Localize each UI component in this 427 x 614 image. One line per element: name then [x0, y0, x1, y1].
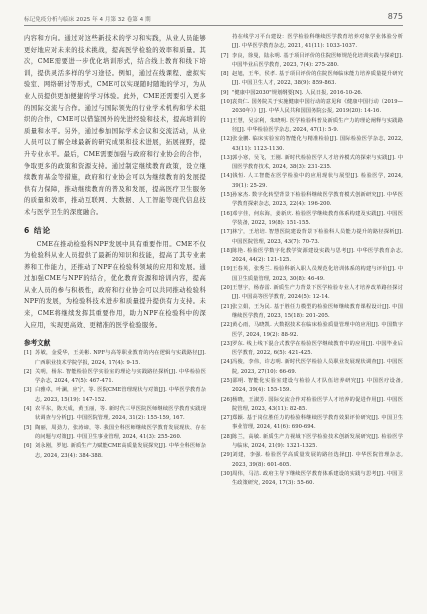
reference-text: 王慧宇，杨春雷. 新质生产力背景下医学检验专业人才培养改革路径探讨[J]. 中国高等医学教育, 2024(5): 12-14.	[232, 285, 403, 301]
reference-text: 邓宇佳，何东海，姜新庆. 检验医学继续教育体系构建及实践[J]. 中国医学装备, 2022, 19(8): 151-155.	[232, 210, 403, 226]
reference-number: [25]	[221, 377, 233, 384]
reference-item	[221, 433, 403, 452]
reference-text: 陈兰，高敏. 新质生产力视域下医学检验技术创新发展研究[J]. 检验医学与临床, 2024, 21(9): 1321-1325.	[232, 433, 403, 450]
reference-item	[24, 386, 206, 405]
reference-item	[221, 247, 403, 266]
reference-item	[221, 33, 403, 52]
reference-item	[221, 358, 403, 377]
reference-text: 罗东. 线上线下混合式教学在检验医学继续教育中的应用[J]. 中国毕业后医学教育, 2022, 6(5): 421-425.	[232, 340, 403, 357]
reference-text: 王慧，吴宗利，朱晓明. 医学检验科普及新质生产力的理论阐释与实践路径[J]. 中华检验医学杂志, 2024, 47(1): 5-9.	[232, 117, 403, 133]
reference-text: 郑颖. 基于岗位胜任力的检验科继续医学教育效果评价研究[J]. 中国卫生事业管理, 2024, 41(6): 690-694.	[232, 415, 403, 431]
reference-text: 孙家杰. 数字化转型背景下检验科继续医学教育模式创新研究[J]. 中华医学教育探索杂志, 2023, 22(4): 196-200.	[232, 192, 403, 208]
reference-number: [7]	[221, 52, 229, 59]
reference-text: 刘永刚，罗旭. 新质生产力赋能CME高质量发展探究[J]. 中华全科医师杂志, 2024, 23(4): 384-388.	[35, 443, 206, 459]
reference-item	[221, 340, 403, 359]
reference-text: 钱恒. 人工智能在医学检验中的应用现状与展望[J]. 检验医学, 2024, 39(1): 25-29.	[232, 173, 403, 189]
reference-item	[24, 405, 206, 424]
reference-text: 杨晓，王淑芳. 国际交流合作对检验医学人才培养的促进作用[J]. 中国医院管理, 2023, 43(11): 82-85.	[232, 396, 403, 412]
body-paragraph: 内容和方向。通过对这些新技术的学习和实践，从业人员能够更好地应对未来的技术挑战，提高医学检验的效率和质量。其次，CME需要进一步优化培训形式，结合线上教育和线下培训，提供灵活多样的学习途径。例如，通过在线课程、虚拟实验室、网络研讨等形式，CME可以实现随时随地的学习，为从业人员提供更加便捷的学习体验。此外，CME还需要引入更多的国际交流与合作。通过与国际领先的行业学术机构和学术组织的合作，CME可以借鉴国外的先进经验和技术，提高培训的质量和水平。另外，通过参加国际学术会议和交流活动，从业人员可以了解全球最新的研究成果和技术进展，拓展视野，提升专业水平。最后，CME需要加强与政府和行业协会的合作，争取更多的政策和资源支持。通过制定继续教育政策，设立继续教育基金等措施，政府和行业协会可以为继续教育的发展提供有力保障，推动继续教育的普及和发展，提高医疗卫生服务的质量和效率，推动互联网、大数据、人工智能等现代信息技术与医学卫生的深度融合。	[24, 35, 206, 216]
reference-item	[221, 98, 403, 117]
reference-item	[221, 89, 403, 98]
reference-item	[221, 321, 403, 340]
reference-text: 张立娟，王为民. 基于胜任力模型的检验医师继续教育课程设计[J]. 中国继续医学教育, 2023, 15(18): 201-205.	[232, 303, 403, 319]
running-header	[24, 14, 403, 26]
reference-number: [12]	[221, 136, 233, 143]
reference-item	[221, 228, 403, 247]
reference-number: [10]	[221, 99, 233, 106]
reference-number: [17]	[221, 229, 233, 236]
reference-number: [3]	[24, 387, 32, 394]
reference-number: [28]	[221, 433, 233, 440]
reference-text: 农平东，陈天成，黄玉丽，等. 新时代三甲医院医师继续医学教育实践现状调查与分析[J]. 中国医院管理, 2024, 31(2): 155-159, 167.	[35, 406, 206, 422]
reference-number: [11]	[221, 117, 233, 124]
reference-item	[221, 396, 403, 415]
reference-text: "健康中国2030"规划纲要[N]. 人民日报, 2016-10-26.	[232, 89, 363, 96]
reference-number: [15]	[221, 192, 233, 199]
reference-text: 持在线学习平台建设：医学检验科继续医学教育培养对象学业体验分析[J]. 中华医学教育杂志, 2021, 41(11): 1033-1037.	[232, 34, 403, 50]
conclusion-heading: 6 结论	[24, 225, 52, 235]
reference-number: [23]	[221, 340, 233, 347]
reference-text: 陈艳. 检验医学数字化教学资源建设实践与思考[J]. 中华医学教育杂志, 2024, 44(2): 121-125.	[232, 247, 403, 264]
reference-item	[221, 154, 403, 173]
reference-item	[221, 135, 403, 154]
reference-number: [14]	[221, 173, 233, 180]
reference-text: 黄心雨，马晓凯. 大数据技术在临床检验质量管理中的应用[J]. 中国数字医学, 2024, 19(2): 88-92.	[232, 322, 403, 338]
reference-text: 赵旭，王华，侯孝. 基于项目评价的住院医师临床能力培养质量提升研究[J]. 中国卫生人才, 2022, 38(9): 859-863.	[232, 71, 403, 87]
reference-item	[221, 191, 403, 210]
reference-number: [16]	[221, 210, 233, 217]
reference-text: 李良，徐曼，陆永明. 基于项目评价的住院医师规范化培训实践与探索[J]. 中国毕业后医学教育, 2023, 7(4): 275-280.	[232, 52, 403, 68]
page-number: 875	[387, 12, 403, 21]
references-heading: 参考文献	[24, 339, 51, 348]
reference-text: 陶丽，周劲力，张涛谛，等. 我国全科医师继续医学教育发展现状、存在的问题与对策[J]. 中国卫生事业管理, 2024, 41(3): 255-260.	[35, 424, 206, 440]
reference-number: [26]	[221, 396, 233, 403]
reference-text: 周伟，马洁. 政府主导下继续医学教育体系建设的实践与思考[J]. 中国卫生政策研究, 2024, 17(3): 55-60.	[232, 470, 403, 487]
right-column	[221, 33, 403, 489]
reference-item	[24, 424, 206, 443]
reference-text: 袁贵仁. 国务院关于实施健康中国行动的意见和《健康中国行动（2019—2030年）》[J]. 中华人民共和国国务院公报, 2019(20): 14-16.	[232, 99, 403, 115]
reference-item	[221, 451, 403, 470]
reference-number: [18]	[221, 247, 233, 254]
reference-number: [2]	[24, 368, 32, 375]
reference-number: [8]	[221, 71, 229, 78]
conclusion-paragraph: CME在推动检验科NPF发展中具有重要作用。CME不仅为检验科从业人员提供了最新的知识和技能，提高了其专业素养和工作能力，还推动了NPF在检验科领域的应用和发展。通过加强CME与NPF的结合，优化教育资源和培训内容，提高从业人员的参与积极性，政府和行业协会可以共同推动检验科NPF的发展，为检验科技术进步和质量提升提供有力支持。未来，CME将继续发挥其重要作用，助力NPF在检验科中的深入应用，实现更高效、更精准的医学检验服务。	[24, 240, 206, 329]
reference-item	[221, 70, 403, 89]
reference-item	[221, 117, 403, 136]
reference-list	[24, 349, 206, 461]
reference-number: [1]	[24, 350, 32, 357]
reference-item	[24, 349, 206, 368]
reference-number: [13]	[221, 154, 233, 161]
reference-item	[221, 52, 403, 71]
reference-number: [4]	[24, 406, 32, 413]
reference-item	[221, 303, 403, 322]
reference-number: [6]	[24, 443, 32, 450]
reference-number: [5]	[24, 424, 32, 431]
reference-text: 林宁，王培培. 智慧医院建设背景下检验科人员能力提升的路径探析[J]. 中国医院管理, 2023, 43(7): 70-73.	[232, 229, 403, 245]
left-column	[24, 33, 206, 461]
reference-text: 刘建，李强. 检验医学高质量发展的路径选择[J]. 中华医院管理杂志, 2023, 39(8): 601-605.	[232, 452, 403, 468]
reference-number: [9]	[221, 89, 229, 96]
reference-number: [21]	[221, 303, 233, 310]
reference-number: [20]	[221, 285, 233, 292]
reference-item	[221, 377, 403, 396]
reference-number: [24]	[221, 359, 233, 366]
reference-text: 邵明. 智能化实验室建设与检验人才队伍培养研究[J]. 中国医疗设备, 2024, 39(4): 155-159.	[232, 377, 403, 394]
reference-text: 苏敏，金爱华，王美彬. NPF与高等职业教育的内在逻辑与实践路径[J]. 广西职业技术学院学报, 2024, 17(4): 9-15.	[35, 350, 206, 366]
reference-number: [29]	[221, 452, 233, 459]
reference-item	[221, 210, 403, 229]
reference-item	[24, 442, 206, 461]
reference-item	[221, 470, 403, 489]
reference-number: [22]	[221, 322, 233, 329]
reference-item	[221, 265, 403, 284]
reference-item	[221, 284, 403, 303]
reference-number: [30]	[221, 470, 233, 477]
reference-item	[221, 172, 403, 191]
reference-text: 张金鹏. 临床实验室的智能化与精准检验[J]. 国际检验医学杂志, 2022, 43(11): 1123-1130.	[232, 136, 403, 152]
reference-number: [19]	[221, 266, 233, 273]
reference-item	[24, 368, 206, 387]
reference-text: 冯俊，李伟，许志明. 新时代医学检验人员职业发展现状调查[J]. 中国医院, 2023, 27(10): 66-69.	[232, 359, 403, 375]
reference-number: [27]	[221, 415, 233, 422]
reference-text: 白雅卓，叶澜，应宁，等. 医院CME管理现状与对策[J]. 中华医学教育杂志, 2023, 15(19): 147-152.	[35, 387, 206, 403]
reference-text: 关明，杨东. 智能检验医学实验室的理论与实践路径探析[J]. 中华检验医学杂志, 2024, 47(5): 467-471.	[35, 368, 206, 385]
reference-text: 郭小寒，吴飞，王刚. 新时代检验医学人才培养模式的探索与实践[J]. 中国医学教育技术, 2024, 38(3): 231-235.	[232, 154, 403, 171]
reference-list-continued	[221, 33, 403, 489]
journal-title: 标记免疫分析与临床 2025 年 4 月第 32 卷第 4 期	[24, 17, 151, 23]
reference-item	[221, 414, 403, 433]
reference-text: 王春英，张秀兰. 检验科新入职人员规范化培训体系的构建与评价[J]. 中国卫生质量管理, 2023, 30(8): 46-49.	[232, 266, 403, 282]
